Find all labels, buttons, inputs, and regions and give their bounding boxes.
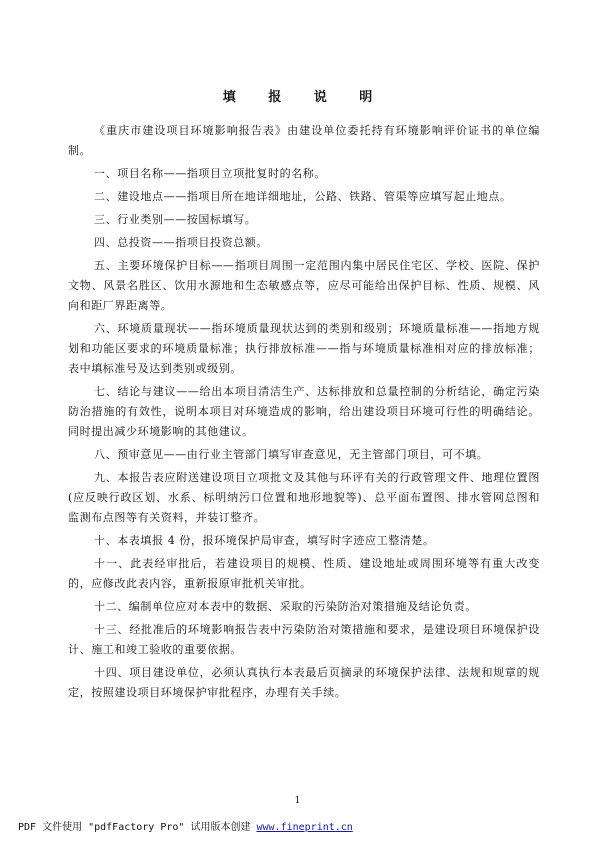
footer-link[interactable]: www.fineprint.cn (256, 822, 353, 833)
paragraph-item-13: 十三、经批准后的环境影响报告表中污染防治对策措施和要求，是建设项目环境保护设计、施工和竣工验收的重要依据。 (68, 623, 540, 656)
paragraph-item-4: 四、总投资——指项目投资总额。 (94, 236, 268, 249)
page-number: 1 (294, 796, 301, 806)
paragraph-item-2: 二、建设地点——指项目所在地详细地址，公路、铁路、管渠等应填写起止地点。 (94, 190, 512, 203)
paragraph-item-6: 六、环境质量现状——指环境质量现状达到的类别和级别；环境质量标准——指地方规划和功能区要求的环境质量标准；执行排放标准——指与环境质量标准相对应的排放标准；表中填标准号及达到类别或级别。 (68, 322, 540, 375)
page-title: 填 报 说 明 (222, 90, 387, 105)
paragraph-item-3: 三、行业类别——按国标填写。 (94, 213, 257, 226)
pdf-footer (18, 818, 353, 833)
instructions-body (68, 121, 540, 703)
paragraph-item-10: 十、本表填报 4 份，报环境保护局审查，填写时字迹应工整清楚。 (94, 534, 435, 547)
paragraph-item-9: 九、本报告表应附送建设项目立项批文及其他与环评有关的行政管理文件、地理位置图(应反映行政区划、水系、标明纳污口位置和地形地貌等)、总平面布置图、排水管网总图和监测布点图等有关资料，并装订整齐。 (68, 471, 540, 524)
paragraph-item-7: 七、结论与建议——给出本项目清洁生产、达标排放和总量控制的分析结论，确定污染防治措施的有效性，说明本项目对环境造成的影响，给出建设项目环境可行性的明确结论。同时提出减少环境影响的其他建议。 (68, 385, 540, 438)
paragraph-intro: 《重庆市建设项目环境影响报告表》由建设单位委托持有环境影响评价证书的单位编制。 (68, 124, 540, 157)
footer-text: PDF 文件使用 "pdfFactory Pro" 试用版本创建 (18, 822, 257, 833)
paragraph-item-8: 八、预审意见——由行业主管部门填写审查意见，无主管部门项目，可不填。 (94, 448, 489, 461)
paragraph-item-11: 十一、此表经审批后，若建设项目的规模、性质、建设地址或周围环境等有重大改变的，应修改此表内容，重新报原审批机关审批。 (68, 557, 540, 590)
paragraph-item-1: 一、项目名称——指项目立项批复时的名称。 (94, 167, 326, 180)
paragraph-item-12: 十二、编制单位应对本表中的数据、采取的污染防治对策措施及结论负责。 (94, 600, 477, 613)
paragraph-item-5: 五、主要环境保护目标——指项目周围一定范围内集中居民住宅区、学校、医院、保护文物、风景名胜区、饮用水源地和生态敏感点等，应尽可能给出保护目标、性质、规模、风向和距厂界距离等。 (68, 259, 540, 312)
paragraph-item-14: 十四、项目建设单位，必须认真执行本表最后页摘录的环境保护法律、法规和规章的规定，按照建设项目环境保护审批程序，办理有关手续。 (68, 666, 540, 699)
